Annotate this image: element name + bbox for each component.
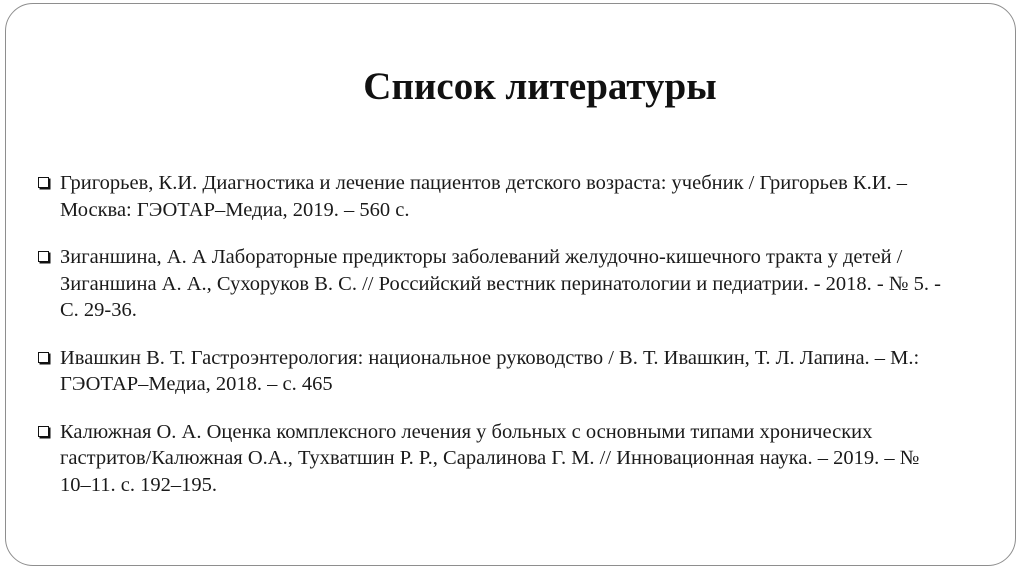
checkbox-square-icon	[38, 177, 49, 188]
checkbox-square-icon	[38, 352, 49, 363]
reference-line: С. 29-36.	[60, 299, 137, 321]
reference-item-1	[36, 170, 996, 223]
reference-line: Калюжная О. А. Оценка комплексного лечения у больных с основными типами хронических	[60, 420, 873, 443]
reference-line: Ивашкин В. Т. Гастроэнтерология: национальное руководство / В. Т. Ивашкин, Т. Л. Лапина. – М.:	[60, 346, 920, 369]
reference-line: Москва: ГЭОТАР–Медиа, 2019. – 560 с.	[60, 198, 410, 221]
reference-line: гастритов/Калюжная О.А., Тухватшин Р. Р., Саралинова Г. М. // Инновационная наука. – 2019. – №	[60, 447, 920, 469]
checkbox-square-icon	[38, 426, 49, 437]
reference-item-3	[36, 345, 996, 398]
reference-line: Зиганшина, А. А Лабораторные предикторы заболеваний желудочно-кишечного тракта у детей /	[60, 246, 903, 268]
reference-line: Григорьев, К.И. Диагностика и лечение пациентов детского возраста: учебник / Григорьев К.И. –	[60, 172, 908, 194]
reference-item-4	[36, 419, 996, 499]
reference-line: 10–11. с. 192–195.	[60, 473, 217, 496]
slide-title: Список литературы	[363, 65, 717, 108]
reference-list	[36, 170, 996, 498]
reference-line: ГЭОТАР–Медиа, 2018. – с. 465	[60, 373, 333, 395]
reference-line: Зиганшина А. А., Сухоруков В. С. // Российский вестник перинатологии и педиатрии. - 2018. - № 5. -	[60, 272, 941, 295]
reference-item-2	[36, 244, 996, 324]
checkbox-square-icon	[38, 251, 49, 262]
